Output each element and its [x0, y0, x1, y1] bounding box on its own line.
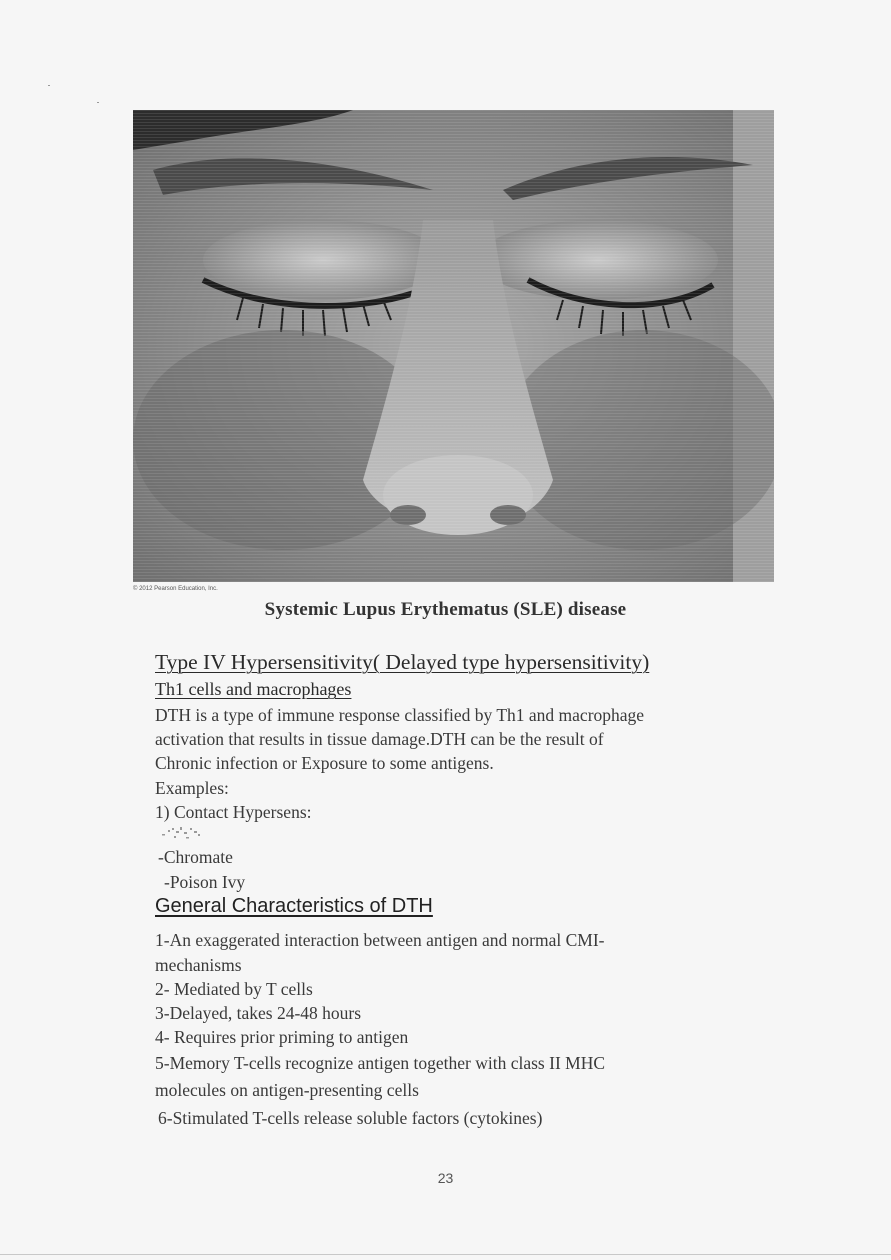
- lupus-face-photo: [133, 110, 774, 582]
- scan-speck: [97, 102, 99, 103]
- characteristic-line: mechanisms: [155, 955, 242, 975]
- example-item: -Chromate: [158, 847, 233, 867]
- paragraph-line: activation that results in tissue damage.DTH can be the result of: [155, 729, 604, 749]
- characteristic-line: 6-Stimulated T-cells release soluble factors (cytokines): [158, 1108, 543, 1128]
- section-subtitle: Th1 cells and macrophages: [155, 679, 352, 699]
- characteristic-line: 4- Requires prior priming to antigen: [155, 1027, 409, 1047]
- paragraph-line: DTH is a type of immune response classified by Th1 and macrophage: [155, 705, 645, 725]
- page-number: 23: [437, 1170, 454, 1186]
- figure-caption: [0, 599, 891, 621]
- general-characteristics-title: General Characteristics of DTH: [155, 895, 433, 917]
- example-item: 1) Contact Hypersens:: [155, 802, 312, 822]
- scan-speck: [48, 85, 50, 86]
- characteristic-line: 5-Memory T-cells recognize antigen together with class II MHC: [155, 1053, 606, 1073]
- examples-label: Examples:: [155, 778, 229, 798]
- characteristic-line: 2- Mediated by T cells: [155, 979, 313, 999]
- characteristic-line: 1-An exaggerated interaction between antigen and normal CMI-: [155, 930, 605, 950]
- smudge-mark: [160, 824, 210, 842]
- paragraph-line: Chronic infection or Exposure to some antigens.: [155, 753, 494, 773]
- figure-copyright: © 2012 Pearson Education, Inc.: [133, 586, 218, 592]
- example-item: -Poison Ivy: [164, 872, 246, 892]
- page-bottom-edge: [0, 1254, 891, 1255]
- section-title: Type IV Hypersensitivity( Delayed type hypersensitivity): [155, 650, 650, 674]
- characteristic-line: molecules on antigen-presenting cells: [155, 1080, 419, 1100]
- characteristic-line: 3-Delayed, takes 24-48 hours: [155, 1003, 362, 1023]
- figure-caption-text: Systemic Lupus Erythematus (SLE) disease: [264, 599, 627, 620]
